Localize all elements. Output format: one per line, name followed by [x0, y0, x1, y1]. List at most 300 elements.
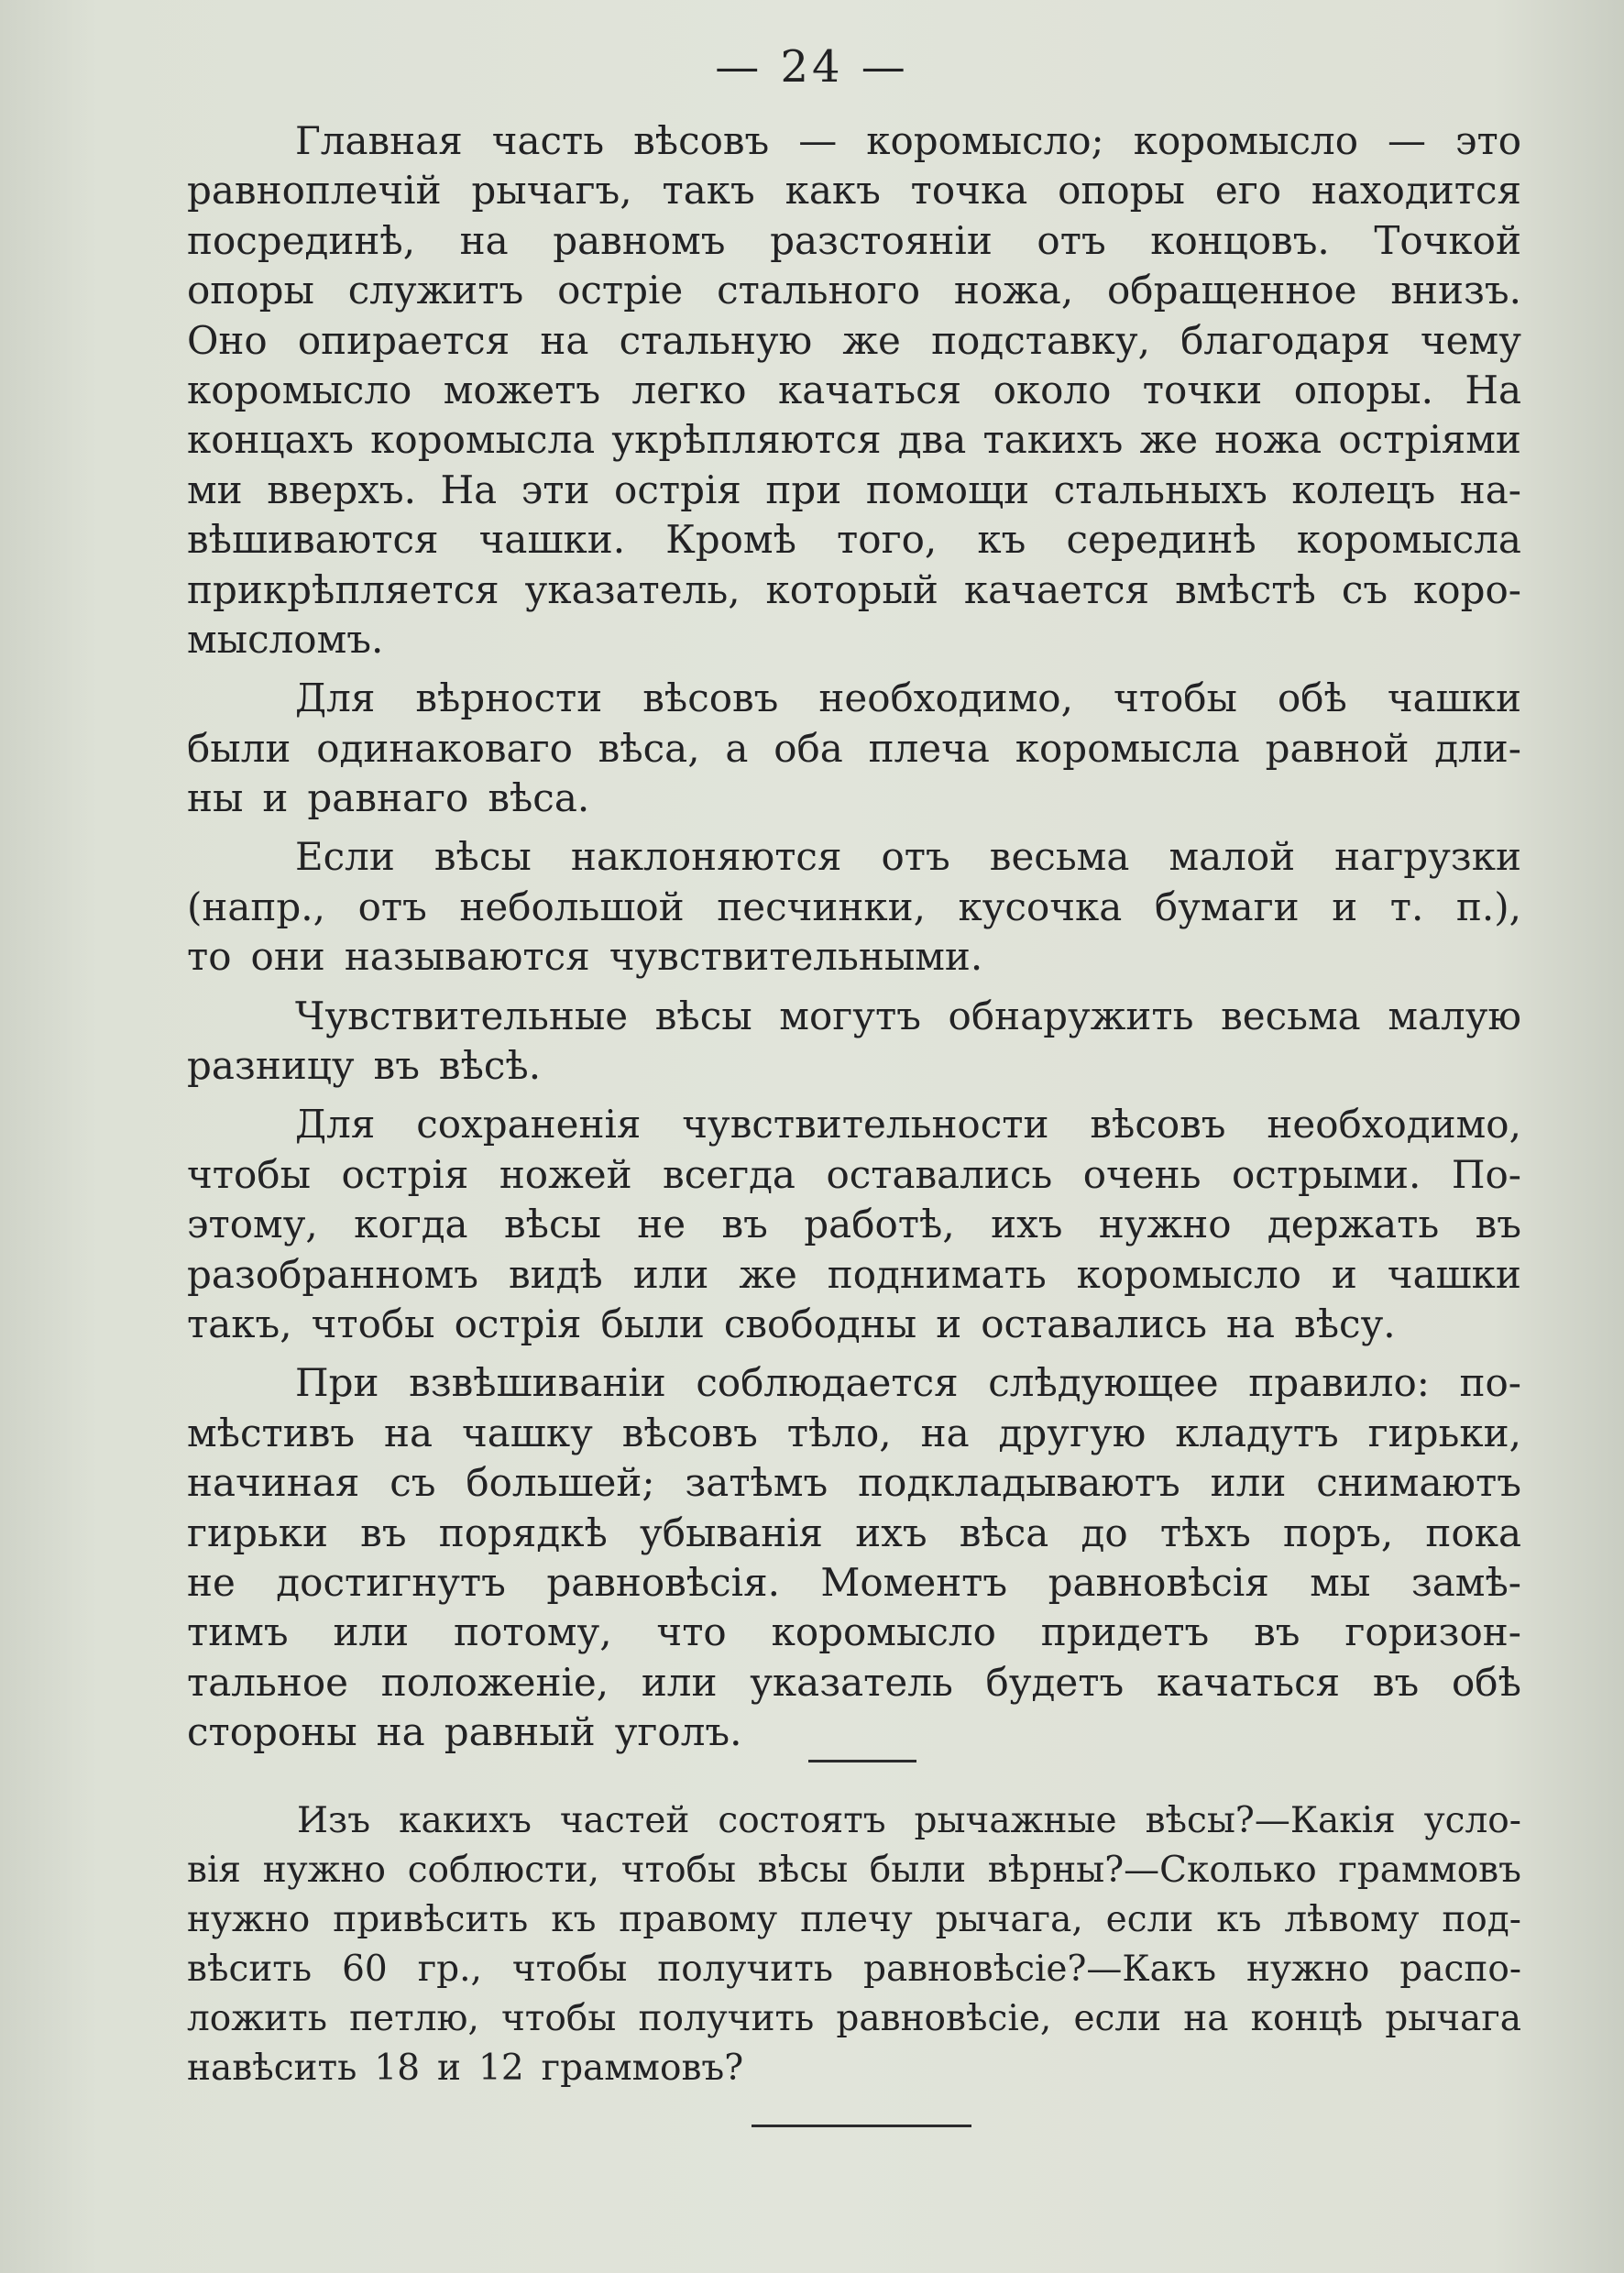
word: порядкѣ: [438, 1510, 608, 1555]
word: получить: [657, 1949, 834, 1990]
main-text: [187, 116, 1521, 1758]
word: точки: [1142, 367, 1263, 412]
word: Если: [295, 834, 395, 880]
word: коромысла: [370, 417, 596, 463]
word: 60: [342, 1949, 388, 1990]
word: очень: [1082, 1151, 1202, 1197]
word: концовъ.: [1150, 217, 1330, 263]
word: частей: [559, 1800, 690, 1841]
word: какъ: [785, 168, 881, 214]
text-line: [187, 1300, 1521, 1349]
word: равновѣсія.: [546, 1559, 780, 1605]
word: вѣсѣ.: [438, 1043, 542, 1089]
word: соблюсти,: [407, 1850, 600, 1891]
paragraph-gap: [187, 983, 1521, 992]
word: граммовъ: [1338, 1850, 1521, 1891]
text-line: [187, 1509, 1521, 1558]
word: точка: [910, 168, 1028, 214]
word: распо-: [1399, 1949, 1521, 1990]
word: ми: [187, 467, 243, 512]
text-line: [187, 1608, 1521, 1657]
word: поднимать: [827, 1251, 1047, 1297]
word: могутъ: [779, 993, 921, 1038]
word: получить: [638, 1998, 815, 2039]
word: вѣрны?—Сколько: [987, 1850, 1317, 1891]
word: если: [1105, 1899, 1194, 1940]
word: Оно: [187, 317, 268, 363]
section-divider: [808, 1760, 916, 1762]
word: въ: [1254, 1609, 1300, 1655]
text-line: [187, 1458, 1521, 1508]
text-line: [187, 166, 1521, 215]
word: под-: [1442, 1899, 1521, 1940]
word: другую: [998, 1410, 1147, 1455]
word: чашки: [1387, 675, 1521, 721]
text-line: [187, 2044, 1521, 2093]
word: ны: [187, 775, 244, 821]
word: остріе: [557, 268, 684, 313]
word: Для: [295, 675, 376, 721]
word: обращенное: [1107, 268, 1357, 313]
word: и: [936, 1301, 962, 1346]
word: же: [739, 1251, 797, 1297]
word: къ: [551, 1899, 597, 1940]
word: чувствительности: [682, 1102, 1049, 1147]
word: вѣсы: [433, 834, 532, 880]
word: гирьки: [187, 1510, 328, 1555]
word: плечу: [800, 1899, 913, 1940]
word: внизъ.: [1390, 268, 1521, 313]
text-line: [187, 1945, 1521, 1994]
word: вѣсу.: [1294, 1301, 1396, 1346]
word: чашку: [461, 1410, 593, 1455]
word: При: [295, 1360, 379, 1406]
word: равный: [444, 1709, 596, 1755]
word: начиная: [187, 1460, 360, 1506]
word: чтобы: [187, 1151, 312, 1197]
word: оставались: [826, 1151, 1053, 1197]
word: разобранномъ: [187, 1251, 478, 1297]
word: такъ: [662, 168, 755, 214]
word: привѣсить: [333, 1899, 529, 1940]
word: нужно: [187, 1899, 311, 1940]
word: нужно: [262, 1850, 387, 1891]
word: вія: [187, 1850, 242, 1891]
word: или: [333, 1609, 410, 1655]
word: замѣ-: [1410, 1559, 1521, 1605]
word: чтобы: [511, 1949, 628, 1990]
word: въ: [721, 1202, 768, 1247]
word: ножей: [499, 1151, 632, 1197]
text-line: [187, 832, 1521, 882]
text-line: [187, 774, 1521, 823]
word: укрѣпляются: [611, 417, 882, 463]
word: Моментъ: [820, 1559, 1008, 1605]
word: большей;: [466, 1460, 655, 1506]
word: благодаря: [1180, 317, 1390, 363]
word: чтобы: [500, 1998, 617, 2039]
word: лѣвому: [1284, 1899, 1420, 1940]
word: усло-: [1423, 1800, 1521, 1841]
word: рычага,: [935, 1899, 1083, 1940]
word: песчинки,: [717, 884, 926, 929]
word: съ: [1341, 566, 1388, 612]
word: его: [1214, 168, 1281, 214]
word: и: [1332, 884, 1358, 929]
word: качается: [963, 566, 1150, 612]
word: малой: [1169, 834, 1296, 880]
word: отъ: [881, 834, 950, 880]
word: нужно: [1098, 1202, 1232, 1247]
word: подкладываютъ: [858, 1460, 1180, 1506]
word: гирьки,: [1367, 1410, 1521, 1455]
word: коромысло;: [866, 118, 1104, 163]
word: сохраненія: [416, 1102, 642, 1147]
word: вѣсы: [503, 1202, 601, 1247]
word: Точкой: [1374, 217, 1521, 263]
word: отъ: [1037, 217, 1106, 263]
text-line: [187, 615, 1521, 664]
text-line: [187, 116, 1521, 166]
word: На: [1465, 367, 1521, 412]
word: опоры: [1058, 168, 1185, 214]
word: держать: [1267, 1202, 1440, 1247]
word: острія: [341, 1151, 469, 1197]
word: мы: [1310, 1559, 1371, 1605]
word: на: [1226, 1301, 1276, 1346]
word: ножа,: [953, 268, 1074, 313]
word: что: [656, 1609, 727, 1655]
word: рычагъ,: [471, 168, 632, 214]
word: или: [641, 1659, 718, 1705]
word: мысломъ.: [187, 616, 384, 662]
end-divider: [752, 2125, 971, 2127]
word: (напр.,: [187, 884, 325, 929]
word: пока: [1425, 1510, 1521, 1555]
text-line: [187, 1250, 1521, 1300]
text-line: [187, 515, 1521, 565]
word: же: [1139, 417, 1199, 463]
word: или: [632, 1251, 709, 1297]
word: поръ,: [1283, 1510, 1394, 1555]
word: а: [725, 725, 749, 771]
word: вѣсы: [654, 993, 752, 1038]
word: опоры.: [1293, 367, 1433, 412]
word: въ: [373, 1043, 420, 1089]
word: на-: [1459, 467, 1521, 512]
text-line: [187, 1994, 1521, 2044]
text-line: [187, 1658, 1521, 1707]
paragraph-gap: [187, 823, 1521, 832]
word: петлю,: [349, 1998, 479, 2039]
word: чтобы: [620, 1850, 737, 1891]
word: разницу: [187, 1043, 355, 1089]
word: были: [869, 1850, 967, 1891]
word: опоры: [187, 268, 314, 313]
word: ножа: [1214, 417, 1322, 463]
text-line: [187, 1041, 1521, 1091]
word: остріями: [1338, 417, 1521, 463]
word: По-: [1451, 1151, 1521, 1197]
word: вѣшиваются: [187, 517, 439, 563]
word: 12: [478, 2048, 524, 2089]
text-line: [187, 1100, 1521, 1149]
word: колецъ: [1291, 467, 1436, 512]
word: вѣсы: [757, 1850, 849, 1891]
word: острія: [454, 1301, 582, 1346]
word: вѣса,: [598, 725, 700, 771]
word: вѣсить: [187, 1949, 313, 1990]
word: который: [765, 566, 938, 612]
word: равной: [1265, 725, 1410, 771]
word: опирается: [297, 317, 510, 363]
text-line: [187, 366, 1521, 415]
text-line: [187, 316, 1521, 366]
word: часть: [491, 118, 605, 163]
word: достигнутъ: [276, 1559, 506, 1605]
text-line: [187, 216, 1521, 266]
word: видѣ: [508, 1251, 603, 1297]
word: равномъ: [553, 217, 726, 263]
text-line: [187, 415, 1521, 465]
word: одинаковаго: [316, 725, 573, 771]
text-line: [187, 566, 1521, 615]
word: острія: [614, 467, 741, 512]
paragraph-gap: [187, 1091, 1521, 1100]
word: слѣдующее: [988, 1360, 1219, 1406]
word: тальное: [187, 1659, 348, 1705]
word: работѣ,: [804, 1202, 955, 1247]
word: были: [600, 1301, 705, 1346]
word: стальныхъ: [1053, 467, 1267, 512]
word: рычажные: [914, 1800, 1117, 1841]
word: чтобы: [1113, 675, 1237, 721]
word: съ: [390, 1460, 436, 1506]
word: прикрѣпляется: [187, 566, 499, 612]
word: вѣсовъ: [642, 675, 779, 721]
word: стороны: [187, 1709, 357, 1755]
word: —: [1387, 118, 1426, 163]
word: разстояніи: [770, 217, 993, 263]
word: нужно: [1246, 1949, 1370, 1990]
word: на: [540, 317, 589, 363]
word: равновѣсіе?—Какъ: [862, 1949, 1217, 1990]
word: свободны: [723, 1301, 917, 1346]
word: находится: [1311, 168, 1521, 214]
word: —: [798, 118, 838, 163]
word: Для: [295, 1102, 376, 1147]
word: оба: [774, 725, 843, 771]
word: вѣсовъ: [633, 118, 770, 163]
word: концѣ: [1250, 1998, 1364, 2039]
word: ихъ: [991, 1202, 1063, 1247]
word: необходимо,: [818, 675, 1073, 721]
word: качаться: [777, 367, 962, 412]
word: обѣ: [1452, 1659, 1521, 1705]
word: того,: [837, 517, 938, 563]
word: вѣсовъ: [621, 1410, 758, 1455]
word: всегда: [663, 1151, 796, 1197]
text-line: [187, 266, 1521, 315]
word: чашки.: [478, 517, 626, 563]
word: то: [187, 934, 232, 980]
word: равновѣсіе,: [836, 1998, 1052, 2039]
text-line: [187, 1200, 1521, 1249]
text-line: [187, 992, 1521, 1041]
word: они: [250, 934, 325, 980]
word: вѣса: [959, 1510, 1049, 1555]
word: коромысло: [1076, 1251, 1301, 1297]
word: въ: [360, 1510, 407, 1555]
word: плеча: [868, 725, 990, 771]
word: наклоняются: [570, 834, 842, 880]
word: такъ,: [187, 1301, 292, 1346]
word: обнаружить: [948, 993, 1194, 1038]
word: не: [637, 1202, 686, 1247]
text-line: [187, 1150, 1521, 1200]
word: до: [1081, 1510, 1128, 1555]
word: ложить: [187, 1998, 327, 2039]
word: коромысло: [1133, 118, 1358, 163]
word: къ: [1216, 1899, 1262, 1940]
word: коромысло: [187, 367, 412, 412]
word: горизон-: [1344, 1609, 1521, 1655]
word: бумаги: [1154, 884, 1300, 929]
word: весьма: [1221, 993, 1361, 1038]
word: 18: [374, 2048, 421, 2089]
word: коромысла: [1296, 517, 1521, 563]
word: стальную: [619, 317, 813, 363]
word: эти: [521, 467, 590, 512]
word: снимаютъ: [1316, 1460, 1521, 1506]
word: убыванія: [640, 1510, 824, 1555]
word: и: [1331, 1251, 1357, 1297]
word: служитъ: [347, 268, 524, 313]
paragraph-gap: [187, 1349, 1521, 1358]
word: же: [842, 317, 901, 363]
word: тѣхъ: [1159, 1510, 1251, 1555]
word: положеніе,: [380, 1659, 609, 1705]
word: при: [765, 467, 842, 512]
page-number: — 24 —: [715, 41, 909, 93]
text-line: [187, 724, 1521, 774]
word: Изъ: [297, 1800, 371, 1841]
word: это: [1454, 118, 1521, 163]
text-line: [187, 466, 1521, 515]
word: когда: [354, 1202, 468, 1247]
word: На: [440, 467, 498, 512]
word: такихъ: [982, 417, 1124, 463]
word: были: [187, 725, 291, 771]
word: тѣло,: [786, 1410, 892, 1455]
text-line: [187, 1409, 1521, 1458]
word: и: [262, 775, 289, 821]
word: подставку,: [931, 317, 1150, 363]
word: помощи: [865, 467, 1030, 512]
word: чувствительными.: [609, 934, 983, 980]
word: коромысло: [771, 1609, 996, 1655]
word: равновѣсія: [1048, 1559, 1269, 1605]
word: Чувствительные: [295, 993, 629, 1038]
text-line: [187, 1358, 1521, 1408]
word: отъ: [357, 884, 427, 929]
word: гр.,: [417, 1949, 482, 1990]
text-line: [187, 883, 1521, 932]
word: чашки: [1387, 1251, 1521, 1297]
word: острыми.: [1232, 1151, 1421, 1197]
word: стального: [717, 268, 921, 313]
word: въ: [1372, 1659, 1420, 1705]
text-line: [187, 1707, 1521, 1757]
word: необходимо,: [1267, 1102, 1521, 1147]
word: по-: [1459, 1360, 1521, 1406]
word: затѣмъ: [685, 1460, 828, 1506]
word: какихъ: [399, 1800, 532, 1841]
text-line: [187, 1895, 1521, 1945]
word: рычага: [1385, 1998, 1521, 2039]
text-line: [187, 1558, 1521, 1608]
word: этому,: [187, 1202, 318, 1247]
word: указатель: [750, 1659, 953, 1705]
word: п.),: [1455, 884, 1521, 929]
word: можетъ: [443, 367, 601, 412]
word: взвѣшиваніи: [409, 1360, 666, 1406]
word: Главная: [295, 118, 463, 163]
word: правило:: [1248, 1360, 1430, 1406]
word: качаться: [1156, 1659, 1341, 1705]
word: тимъ: [187, 1609, 289, 1655]
word: граммовъ?: [541, 2048, 744, 2089]
word: называются: [344, 934, 590, 980]
word: соблюдается: [696, 1360, 959, 1406]
word: равноплечій: [187, 168, 442, 214]
word: указатель,: [524, 566, 741, 612]
word: вмѣстѣ: [1175, 566, 1316, 612]
word: состоятъ: [718, 1800, 886, 1841]
text-line: [187, 932, 1521, 982]
word: не: [187, 1559, 236, 1605]
word: вѣсовъ: [1090, 1102, 1226, 1147]
word: вѣса.: [488, 775, 590, 821]
word: обѣ: [1277, 675, 1347, 721]
word: серединѣ: [1066, 517, 1256, 563]
word: на: [376, 1709, 425, 1755]
word: если: [1073, 1998, 1162, 2039]
word: около: [993, 367, 1112, 412]
word: на: [384, 1410, 433, 1455]
word: вверхъ.: [267, 467, 416, 512]
text-line: [187, 1796, 1521, 1846]
word: два: [897, 417, 967, 463]
review-questions: [187, 1796, 1521, 2093]
word: дли-: [1434, 725, 1521, 771]
word: посрединѣ,: [187, 217, 416, 263]
word: легко: [631, 367, 747, 412]
word: чему: [1420, 317, 1521, 363]
word: уголъ.: [614, 1709, 742, 1755]
word: коромысла: [1015, 725, 1240, 771]
word: небольшой: [459, 884, 685, 929]
word: равнаго: [307, 775, 469, 821]
word: вѣсы?—Какія: [1145, 1800, 1396, 1841]
word: ихъ: [855, 1510, 927, 1555]
word: къ: [977, 517, 1026, 563]
word: кусочка: [958, 884, 1123, 929]
paragraph-gap: [187, 664, 1521, 674]
word: мѣстивъ: [187, 1410, 356, 1455]
word: потому,: [454, 1609, 612, 1655]
word: весьма: [989, 834, 1130, 880]
